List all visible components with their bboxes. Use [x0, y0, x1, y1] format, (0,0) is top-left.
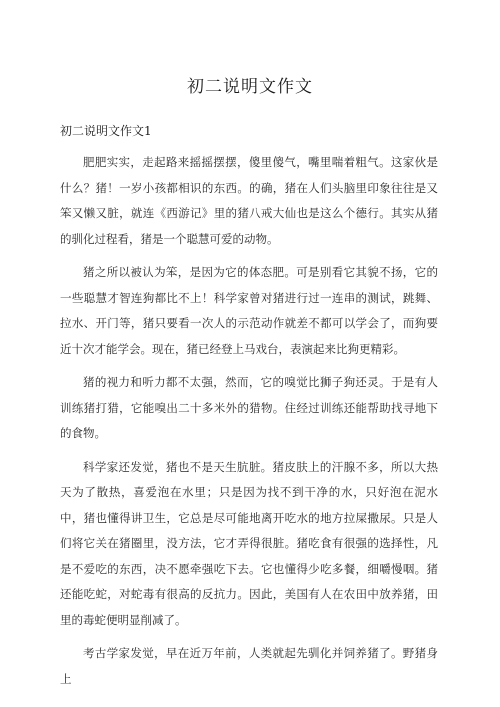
paragraph: 科学家还发觉，猪也不是天生肮脏。猪皮肤上的汗腺不多，所以大热天为了散热，喜爱泡在水里；只是因为找不到干净的水，只好泡在泥水中，猪也懂得讲卫生，它总是尽可能地离开吃水的地方拉屎撒尿。只是人们将它关在猪圈里，没方法，它才弄得很脏。猪吃食有很强的选择性，凡是不爱吃的东西，决不愿牵强吃下去。它也懂得少吃多餐，细嚼慢咽。猪还能吃蛇，对蛇毒有很高的反抗力。因此，美国有人在农田中放养猪，田里的毒蛇便明显削减了。 — [60, 459, 438, 627]
paragraph: 猪之所以被认为笨，是因为它的体态肥。可是别看它其貌不扬，它的一些聪慧才智连狗都比不上！科学家曾对猪进行过一连串的测试，跳舞、拉水、开门等，猪只要看一次人的示范动作就差不都可以学会了，而狗要近十次才能学会。现在，猪已经登上马戏台，表演起来比狗更精彩。 — [60, 265, 438, 356]
document-title: 初二说明文作文 — [187, 77, 313, 97]
paragraph: 猪的视力和听力都不太强，然而，它的嗅觉比狮子狗还灵。于是有人训练猪打猎，它能嗅出二十多米外的猎物。住经过训练还能帮助找寻地下的食物。 — [60, 375, 438, 440]
document-body — [60, 150, 438, 700]
paragraph: 肥肥实实，走起路来摇摇摆摆，傻里傻气，嘴里喘着粗气。这家伙是什么？猪！一岁小孩都相识的东西。的确，猪在人们头脑里印象往往是又笨又懒又脏，就连《西游记》里的猪八戒大仙也是这么个德行。其实从猪的驯化过程看，猪是一个聪慧可爱的动物。 — [60, 155, 438, 246]
section-heading: 初二说明文作文1 — [60, 124, 152, 138]
paragraph: 考古学家发觉，早在近万年前，人类就起先驯化并饲养猪了。野猪身上 — [60, 646, 438, 686]
